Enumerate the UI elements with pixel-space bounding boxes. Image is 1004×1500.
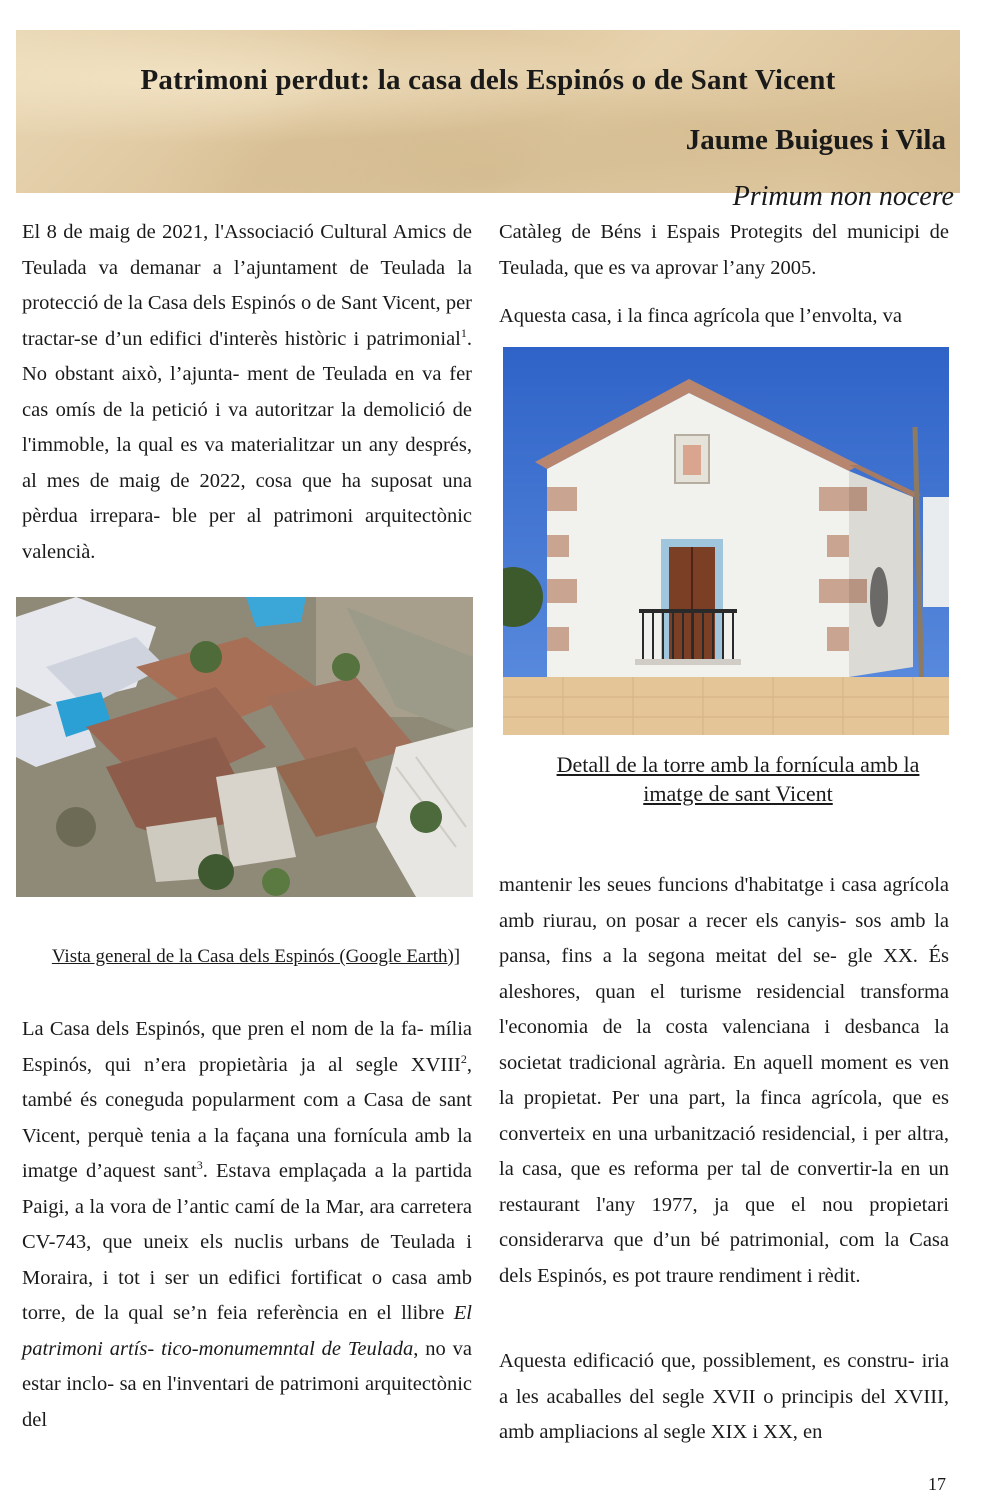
right-paragraph-1: Catàleg de Béns i Espais Protegits del municipi de Teulada, que es va aprovar l’any 2005. bbox=[499, 221, 949, 279]
article-title: Patrimoni perdut: la casa dels Espinós o de Sant Vicent bbox=[140, 64, 836, 96]
motto: Primum non nocere bbox=[732, 181, 954, 212]
right-paragraph-2: Aquesta casa, i la finca agrícola que l’envolta, va bbox=[499, 305, 902, 327]
book-title: El patrimoni artís- tico-monumemntal de Teulada bbox=[22, 1302, 472, 1360]
tower-photo bbox=[503, 347, 949, 735]
left-paragraph-1: El 8 de maig de 2021, l'Associació Cultural Amics de Teulada va demanar a l’ajuntament de Teulada la protecció de la Casa dels Espinós o de Sant Vicent, per tractar-se d’un edifici d'interès històric i patrimonial$^1$. No obstant això, l’ajunta- ment de Teulada en va fer cas omís de la petició i va autoritzar la demolició de l'immoble, la qual es va materialitzar un any després, al mes de maig de 2022, cosa que ha suposat una pèrdua irrepara- ble per al patrimoni arquitectònic valencià. bbox=[22, 221, 472, 563]
aerial-photo bbox=[16, 597, 473, 897]
left-paragraph-2: La Casa dels Espinós, que pren el nom de la fa- mília Espinós, qui n’era propietària ja al segle XVIII$^2$, també és coneguda popularment com a Casa de sant Vicent, perquè tenia a la façana una fornícula amb la imatge d’aquest sant$^3$. Estava emplaçada a la partida Paigi, a la vora de l’antic camí de la Mar, ara carretera CV-743, que uneix els nuclis urbans de Teulada i Moraira, i tot i ser un edifici fortificat o casa amb torre, de la qual se’n feia referència en el llibre El patrimoni artís- tico-monumemntal de Teulada, no va estar inclo- sa en l'inventari de patrimoni arquitectònic del bbox=[22, 1018, 472, 1431]
right-paragraph-4: Aquesta edificació que, possiblement, es constru- iria a les acaballes del segle XVII o principis del XVIII, amb ampliacions al segle XIX i XX, en bbox=[499, 1350, 949, 1443]
footnote-ref-2: 2 bbox=[460, 1051, 467, 1066]
footnote-ref-3: 3 bbox=[196, 1158, 203, 1173]
right-paragraph-3: mantenir les seues funcions d'habitatge i casa agrícola amb riurau, on posar a recer els canyis- sos amb la pansa, fins a la segona meitat del se- gle XX. És aleshores, quan el turisme residencial transforma l'economia de la costa valenciana i desbanca la societat tradicional agrària. En aquell moment es ven la propietat. Per una part, la finca agrícola, que es converteix en una urbanització residencial, i per altra, la casa, que es reforma per tal de convertir-la en un restaurant l'any 1977, ja que el nou propietari considerarva que d’un bé patrimonial, com la Casa dels Espinós, es pot traure rendiment i rèdit. bbox=[499, 874, 949, 1287]
tower-photo-caption: Detall de la torre amb la fornícula amb la imatge de sant Vicent bbox=[556, 752, 920, 806]
header-banner bbox=[16, 30, 960, 212]
footnote-ref-1: 1 bbox=[460, 325, 467, 340]
page-number: 17 bbox=[928, 1474, 946, 1494]
aerial-photo-caption: Vista general de la Casa dels Espinós (Google Earth)] bbox=[51, 946, 461, 967]
author-name: Jaume Buigues i Vila bbox=[685, 124, 946, 156]
